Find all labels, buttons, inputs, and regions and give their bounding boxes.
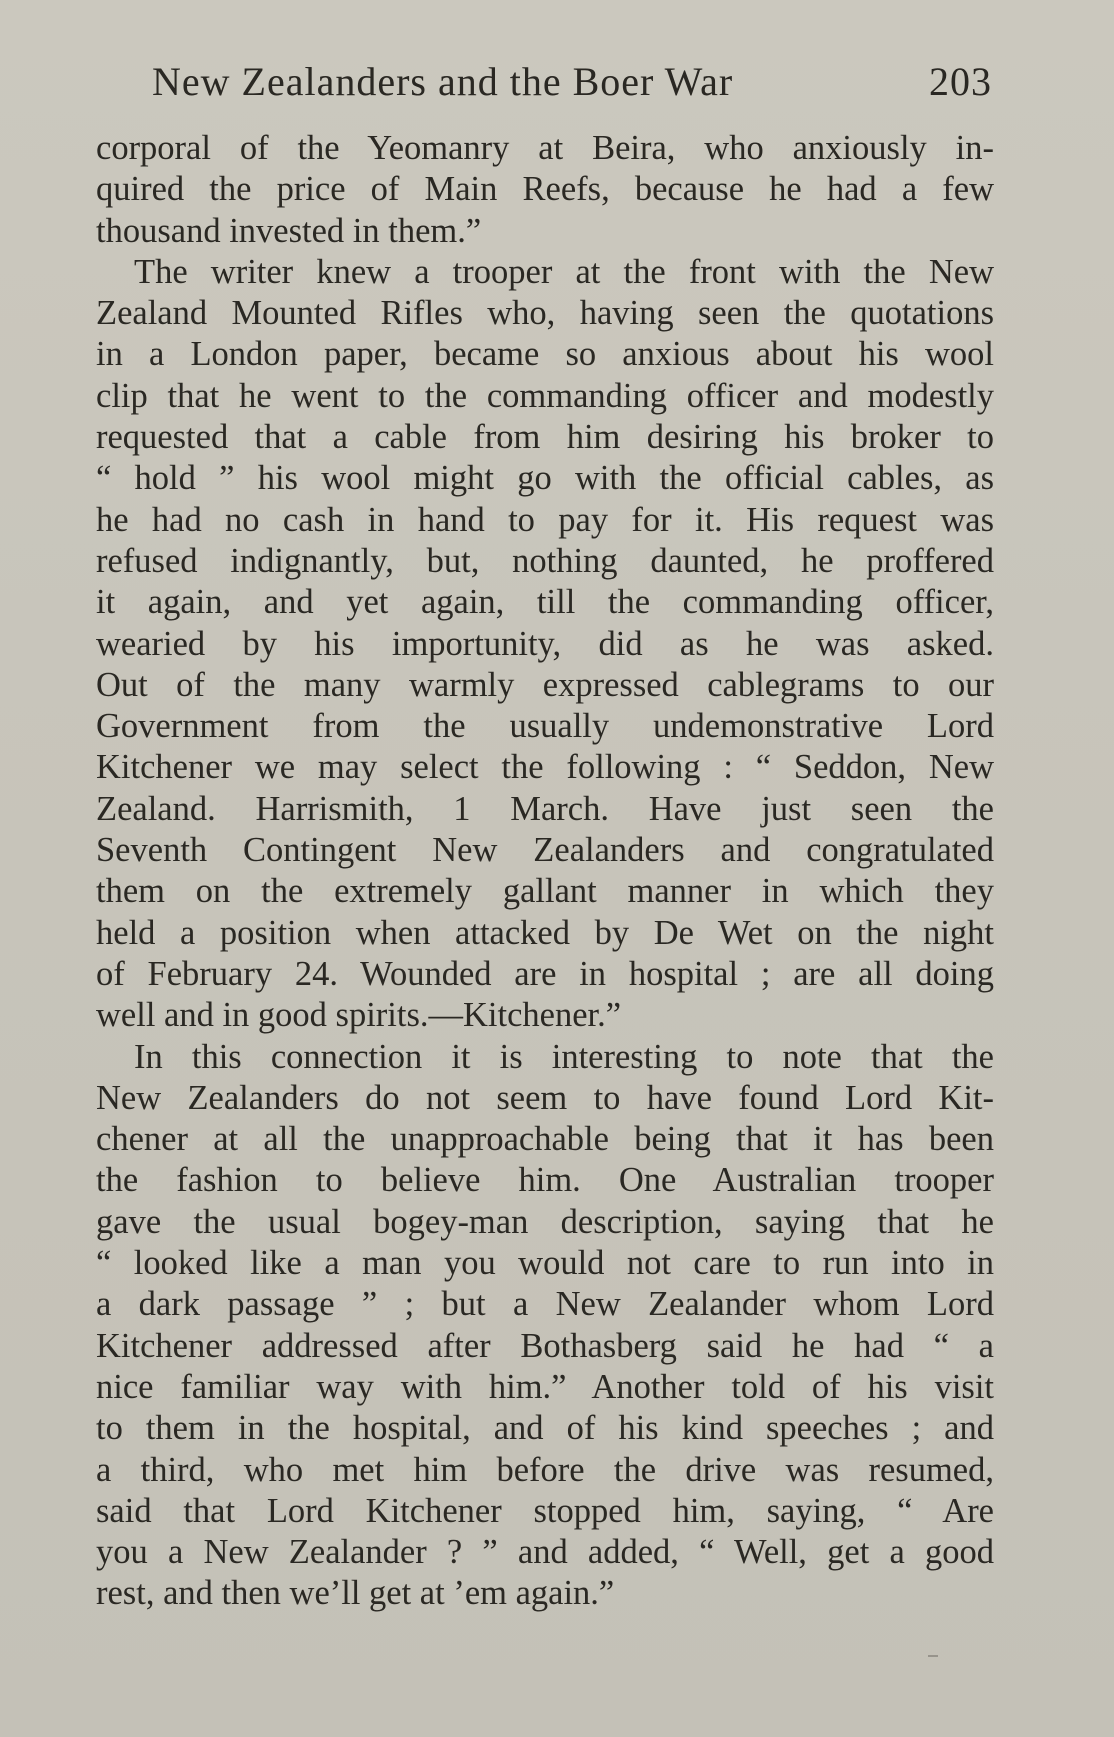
text-line: said that Lord Kitchener stopped him, saying, “ Are <box>96 1491 994 1530</box>
text-line: corporal of the Yeomanry at Beira, who anxiously in- <box>96 129 994 167</box>
text-line: quired the price of Main Reefs, because he had a few <box>96 170 994 209</box>
text-line: in a London paper, became so anxious about his wool <box>96 335 994 374</box>
text-line: Out of the many warmly expressed cablegrams to our <box>96 665 994 704</box>
text-line: the fashion to believe him. One Australian trooper <box>96 1161 994 1200</box>
text-line: well and in good spirits.—Kitchener.” <box>96 996 622 1035</box>
body-text <box>96 128 994 1615</box>
text-line: a dark passage ” ; but a New Zealander whom Lord <box>96 1285 994 1324</box>
text-line: Kitchener we may select the following : “ Seddon, New <box>96 748 994 787</box>
text-line: “ looked like a man you would not care to run into in <box>96 1244 994 1283</box>
paragraph-3 <box>96 1037 994 1615</box>
text-line: Zealand. Harrismith, 1 March. Have just seen the <box>96 789 994 828</box>
text-line: he had no cash in hand to pay for it. His request was <box>96 500 994 539</box>
text-line: “ hold ” his wool might go with the official cables, as <box>96 459 994 498</box>
text-line: clip that he went to the commanding officer and modestly <box>96 376 994 415</box>
text-line: nice familiar way with him.” Another told of his visit <box>96 1367 994 1406</box>
text-line: Seventh Contingent New Zealanders and congratulated <box>96 831 994 870</box>
text-line: wearied by his importunity, did as he was asked. <box>96 624 994 663</box>
paragraph-2 <box>96 252 994 1037</box>
running-title: New Zealanders and the Boer War <box>152 59 734 104</box>
text-line: you a New Zealander ? ” and added, “ Well, get a good <box>96 1533 994 1572</box>
text-line: The writer knew a trooper at the front with the New <box>134 252 994 291</box>
print-speck <box>928 1655 938 1657</box>
paragraph-1 <box>96 128 994 252</box>
text-line: In this connection it is interesting to note that the <box>134 1037 994 1076</box>
text-line: held a position when attacked by De Wet on the night <box>96 913 994 952</box>
text-line: to them in the hospital, and of his kind speeches ; and <box>96 1409 994 1448</box>
text-line: New Zealanders do not seem to have found Lord Kit- <box>96 1078 994 1117</box>
text-line: chener at all the unapproachable being that it has been <box>96 1120 994 1159</box>
text-line: Kitchener addressed after Bothasberg said he had “ a <box>96 1326 994 1365</box>
text-line: a third, who met him before the drive was resumed, <box>96 1450 994 1489</box>
text-line: rest, and then we’ll get at ’em again.” <box>96 1574 615 1613</box>
text-line: of February 24. Wounded are in hospital ; are all doing <box>96 954 994 993</box>
running-head <box>152 56 992 108</box>
text-line: it again, and yet again, till the commanding officer, <box>96 583 994 622</box>
text-line: them on the extremely gallant manner in which they <box>96 872 994 911</box>
text-line: Zealand Mounted Rifles who, having seen the quotations <box>96 294 994 333</box>
text-line: thousand invested in them.” <box>96 211 482 250</box>
text-line: requested that a cable from him desiring his broker to <box>96 418 994 457</box>
text-line: Government from the usually undemonstrative Lord <box>96 707 994 746</box>
text-line: gave the usual bogey-man description, saying that he <box>96 1202 994 1241</box>
page-number: 203 <box>929 59 992 104</box>
text-line: refused indignantly, but, nothing daunted, he proffered <box>96 541 994 580</box>
